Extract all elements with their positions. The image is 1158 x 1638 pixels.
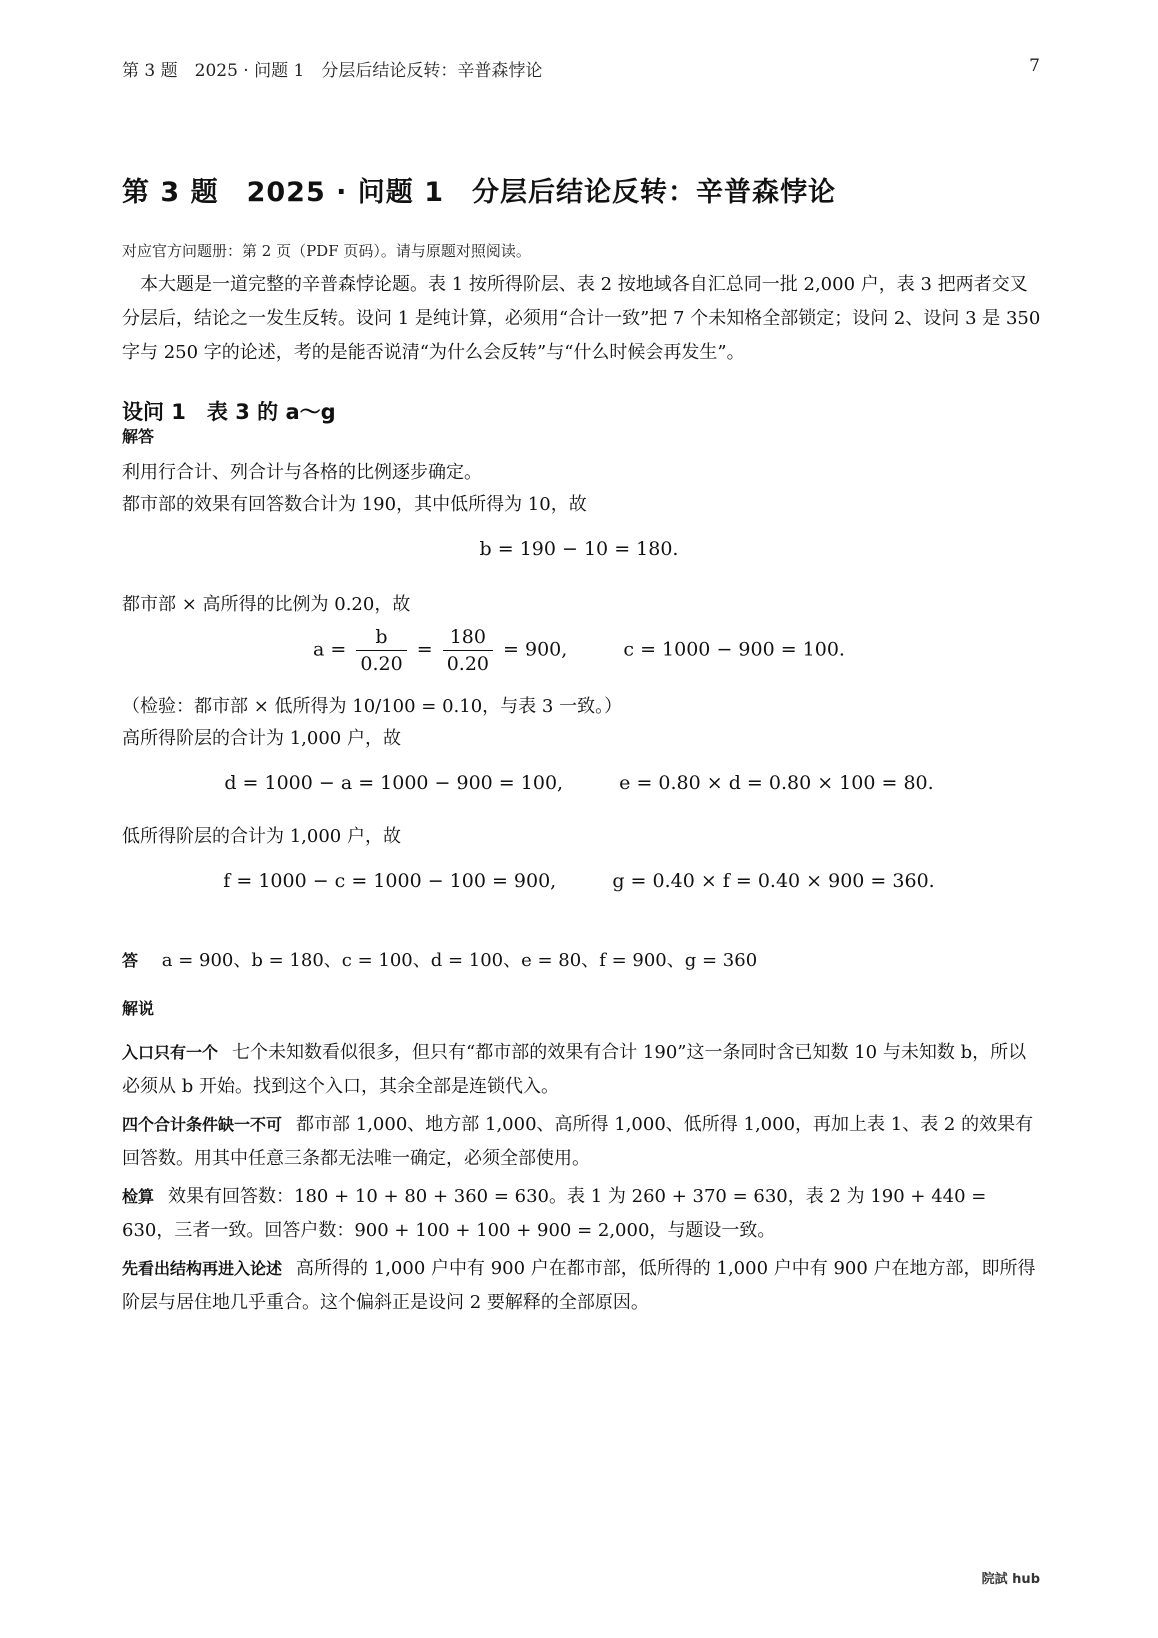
fraction-denominator: 0.20 xyxy=(360,653,403,675)
explanation-item xyxy=(122,1108,1042,1176)
fraction-numerator: b xyxy=(356,626,406,651)
eq-a-rhs: = 900, xyxy=(503,638,568,661)
final-answer-values: a = 900、b = 180、c = 100、d = 100、e = 80、f = 900、g = 360 xyxy=(161,950,758,971)
check-line: （检验：都市部 × 低所得为 10/100 = 0.10，与表 3 一致。） xyxy=(122,696,623,717)
eq-e: e = 0.80 × d = 0.80 × 100 = 80. xyxy=(619,772,934,794)
equation-f-g xyxy=(0,870,1158,892)
eq-a-mid: = xyxy=(416,638,433,661)
urban-total-line: 都市部的效果有回答数合计为 190，其中低所得为 10，故 xyxy=(122,494,587,515)
fraction-b-over-020 xyxy=(356,626,406,675)
intro-paragraph: 本大题是一道完整的辛普森悖论题。表 1 按所得阶层、表 2 按地域各自汇总同一批 2,000 户，表 3 把两者交叉分层后，结论之一发生反转。设问 1 是纯计算，必须用“合计一致”把 7 个未知格全部锁定；设问 2、设问 3 是 350 字与 250 字的论述，考的是能否说清“为什么会反转”与“什么时候会再发生”。 xyxy=(122,274,1041,363)
explanation-lead: 四个合计条件缺一不可 xyxy=(122,1115,283,1134)
explanation-item xyxy=(122,1252,1042,1320)
explanation-text: 高所得的 1,000 户中有 900 户在都市部，低所得的 1,000 户中有 900 户在地方部，即所得阶层与居住地几乎重合。这个偏斜正是设问 2 要解释的全部原因。 xyxy=(122,1258,1036,1313)
explanation-item xyxy=(122,1180,1042,1248)
eq-d: d = 1000 − a = 1000 − 900 = 100, xyxy=(224,772,564,794)
equation-b-text: b = 190 − 10 = 180. xyxy=(479,538,679,560)
section-title: 设问 1 表 3 的 a～g xyxy=(122,400,336,424)
equation-b xyxy=(0,538,1158,560)
low-income-line: 低所得阶层的合计为 1,000 户，故 xyxy=(122,826,401,847)
final-answer-label: 答 xyxy=(122,951,139,970)
explanation-lead: 入口只有一个 xyxy=(122,1043,219,1062)
explanation-item xyxy=(122,1036,1042,1104)
eq-c: c = 1000 − 900 = 100. xyxy=(623,638,845,661)
ratio-line: 都市部 × 高所得的比例为 0.20，故 xyxy=(122,594,411,615)
fraction-180-over-020 xyxy=(443,626,493,675)
eq-g: g = 0.40 × f = 0.40 × 900 = 360. xyxy=(612,870,935,892)
high-income-line: 高所得阶层的合计为 1,000 户，故 xyxy=(122,728,401,749)
explanation-text: 效果有回答数：180 + 10 + 80 + 360 = 630。表 1 为 260 + 370 = 630，表 2 为 190 + 440 = 630，三者一致。回答户数：900 + 100 + 100 + 900 = 2,000，与题设一致。 xyxy=(122,1186,987,1241)
eq-f: f = 1000 − c = 1000 − 100 = 900, xyxy=(223,870,557,892)
source-note: 对应官方问题册：第 2 页（PDF 页码）。请与原题对照阅读。 xyxy=(122,242,531,260)
explanation-lead: 检算 xyxy=(122,1187,155,1206)
equation-d-e xyxy=(0,772,1158,794)
explanation-heading: 解说 xyxy=(122,999,155,1018)
explanation-text: 七个未知数看似很多，但只有“都市部的效果有合计 190”这一条同时含已知数 10 与未知数 b，所以必须从 b 开始。找到这个入口，其余全部是连锁代入。 xyxy=(122,1042,1027,1097)
eq-a-lhs: a = xyxy=(313,638,347,661)
answer-heading: 解答 xyxy=(122,427,155,446)
explanation-text: 都市部 1,000、地方部 1,000、高所得 1,000、低所得 1,000，再加上表 1、表 2 的效果有回答数。用其中任意三条都无法唯一确定，必须全部使用。 xyxy=(122,1114,1034,1169)
running-header: 第 3 题 2025 · 问题 1 分层后结论反转：辛普森悖论 xyxy=(122,61,543,81)
page-number: 7 xyxy=(1029,56,1040,76)
page-title: 第 3 题 2025 · 问题 1 分层后结论反转：辛普森悖论 xyxy=(122,177,836,208)
final-answer xyxy=(122,946,757,972)
fraction-denominator: 0.20 xyxy=(446,653,489,675)
equation-a-c xyxy=(0,626,1158,675)
fraction-numerator: 180 xyxy=(443,626,493,651)
method-line: 利用行合计、列合计与各格的比例逐步确定。 xyxy=(122,462,482,483)
footer-brand: 院試 hub xyxy=(981,1572,1040,1587)
explanation-lead: 先看出结构再进入论述 xyxy=(122,1259,283,1278)
